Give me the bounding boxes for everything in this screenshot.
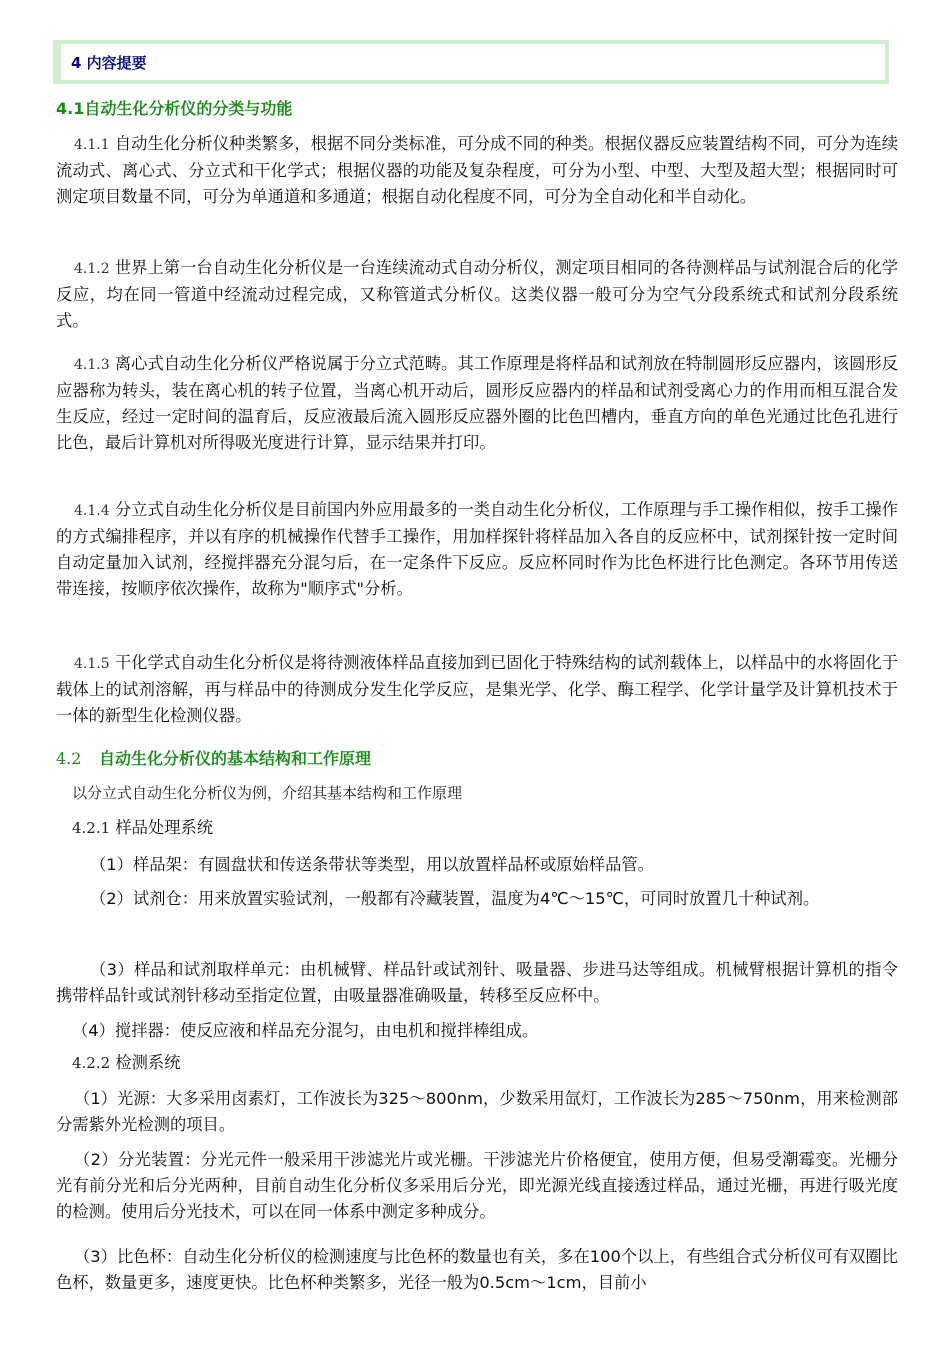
paragraph-4-1-4 xyxy=(56,497,898,602)
paragraph-text: 自动生化分析仪种类繁多，根据不同分类标准，可分成不同的种类。根据仪器反应装置结构不同，可分为连续流动式、离心式、分立式和干化学式；根据仪器的功能及复杂程度，可分为小型、中型、大型及超大型；根据同时可测定项目数量不同，可分为单通道和多通道；根据自动化程度不同，可分为全自动化和半自动化。 xyxy=(56,134,898,206)
item-stirrer: （4）搅拌器：使反应液和样品充分混匀，由电机和搅拌棒组成。 xyxy=(72,1021,539,1040)
item-cuvette: （3）比色杯：自动生化分析仪的检测速度与比色杯的数量也有关，多在100个以上，有些组合式分析仪可有双圈比色杯，数量更多，速度更快。比色杯种类繁多，光径一般为0.5cm～1cm，目前小 xyxy=(56,1247,898,1292)
subheading-4-2-1 xyxy=(72,815,213,841)
item-light-source: （1）光源：大多采用卤素灯，工作波长为325～800nm，少数采用氙灯，工作波长为285～750nm，用来检测部分需紫外光检测的项目。 xyxy=(56,1089,898,1134)
paragraph-4-1-1 xyxy=(56,131,898,210)
subheading-number: 4.2.1 xyxy=(72,819,111,837)
paragraph-number: 4.1.3 xyxy=(74,357,110,373)
item-reagent-store: （2）试剂仓：用来放置实验试剂，一般都有冷藏装置，温度为4℃～15℃，可同时放置几十种试剂。 xyxy=(90,889,820,908)
subheading-4-2-2 xyxy=(72,1050,181,1076)
paragraph-number: 4.1.1 xyxy=(74,137,110,153)
paragraph-text: 世界上第一台自动生化分析仪是一台连续流动式自动分析仪，测定项目相同的各待测样品与试剂混合后的化学反应，均在同一管道中经流动过程完成，又称管道式分析仪。这类仪器一般可分为空气分段系统式和试剂分段系统式。 xyxy=(56,258,898,330)
paragraph-number: 4.1.4 xyxy=(74,503,110,519)
section-title: 4 内容提要 xyxy=(71,54,147,72)
item-sample-rack: （1）样品架：有圆盘状和传送条带状等类型，用以放置样品杯或原始样品管。 xyxy=(90,855,654,874)
item-splitter: （2）分光装置：分光元件一般采用干涉滤光片或光栅。干涉滤光片价格便宜，使用方便，但易受潮霉变。光栅分光有前分光和后分光两种，目前自动生化分析仪多采用后分光，即光源光线直接透过样品，通过光栅，再进行吸光度的检测。使用后分光技术，可以在同一体系中测定多种成分。 xyxy=(56,1150,898,1221)
heading-number: 4.2 xyxy=(56,749,82,768)
heading-4-2 xyxy=(56,746,371,769)
paragraph-number: 4.1.2 xyxy=(74,261,110,277)
paragraph-4-1-2 xyxy=(56,255,898,334)
paragraph-text: 干化学式自动生化分析仪是将待测液体样品直接加到已固化于特殊结构的试剂载体上，以样品中的水将固化于载体上的试剂溶解，再与样品中的待测成分发生化学反应，是集光学、化学、酶工程学、化学计量学及计算机技术于一体的新型生化检测仪器。 xyxy=(56,653,898,725)
paragraph-4-1-5 xyxy=(56,650,898,729)
subheading-text: 检测系统 xyxy=(115,1053,181,1072)
paragraph-4-1-3 xyxy=(56,351,898,456)
paragraph-number: 4.1.5 xyxy=(74,656,110,672)
heading-4-1: 4.1自动生化分析仪的分类与功能 xyxy=(56,99,293,118)
subheading-text: 样品处理系统 xyxy=(115,818,214,837)
paragraph-text: 离心式自动生化分析仪严格说属于分立式范畴。其工作原理是将样品和试剂放在特制圆形反应器内，该圆形反应器称为转头，装在离心机的转子位置，当离心机开动后，圆形反应器内的样品和试剂受离心力的作用而相互混合发生反应，经过一定时间的温育后，反应液最后流入圆形反应器外圈的比色凹槽内，垂直方向的单色光通过比色孔进行比色，最后计算机对所得吸光度进行计算，显示结果并打印。 xyxy=(56,354,898,452)
subheading-number: 4.2.2 xyxy=(72,1054,111,1072)
item-sampling-unit: （3）样品和试剂取样单元：由机械臂、样品针或试剂针、吸量器、步进马达等组成。机械臂根据计算机的指令携带样品针或试剂针移动至指定位置，由吸量器准确吸量，转移至反应杯中。 xyxy=(56,960,898,1005)
paragraph-text: 分立式自动生化分析仪是目前国内外应用最多的一类自动生化分析仪，工作原理与手工操作相似，按手工操作的方式编排程序，并以有序的机械操作代替手工操作，用加样探针将样品加入各自的反应杯中，试剂探针按一定时间自动定量加入试剂，经搅拌器充分混匀后，在一定条件下反应。反应杯同时作为比色杯进行比色测定。各环节用传送带连接，按顺序依次操作，故称为"顺序式"分析。 xyxy=(56,500,898,598)
section-header-box xyxy=(53,40,889,84)
section-intro: 以分立式自动生化分析仪为例，介绍其基本结构和工作原理 xyxy=(72,784,463,802)
heading-text: 自动生化分析仪的基本结构和工作原理 xyxy=(99,749,372,768)
